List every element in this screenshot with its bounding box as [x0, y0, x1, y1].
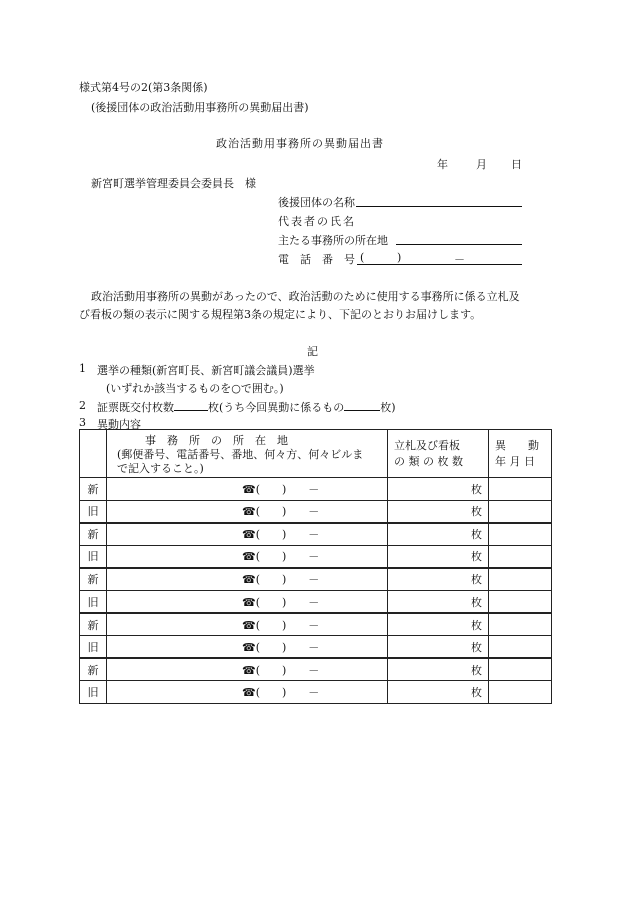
row-type-cell: 新: [80, 478, 107, 501]
row-type-cell: 旧: [80, 500, 107, 523]
row-type-cell: 旧: [80, 636, 107, 659]
row-address-cell[interactable]: [107, 500, 388, 523]
row-type-cell: 新: [80, 658, 107, 681]
ki-heading: 記: [307, 345, 318, 358]
item2-number: 2: [79, 399, 86, 412]
header-count-cell: [388, 430, 489, 478]
row-count-cell[interactable]: 枚: [388, 658, 489, 681]
group-name-line[interactable]: [356, 206, 522, 207]
row-type-cell: 新: [80, 613, 107, 636]
row-phone-template: ☎( ) －: [242, 528, 320, 542]
item2-end: 枚): [380, 401, 396, 414]
item1-note: (いずれか該当するものを○で囲む。): [106, 382, 284, 395]
row-date-cell[interactable]: [489, 568, 552, 591]
row-address-cell[interactable]: [107, 681, 388, 704]
table-header-row: [80, 430, 552, 478]
row-address-cell[interactable]: [107, 613, 388, 636]
office-address-line[interactable]: [396, 244, 522, 245]
form-title: 政治活動用事務所の異動届出書: [216, 137, 384, 150]
item1-number: 1: [79, 362, 86, 375]
row-address-cell[interactable]: [107, 545, 388, 568]
header-date-cell: [489, 430, 552, 478]
header-date-line2: 年 月 日: [495, 454, 535, 468]
row-phone-template: ☎( ) －: [242, 686, 320, 700]
row-type-cell: 新: [80, 523, 107, 546]
row-count-cell[interactable]: 枚: [388, 568, 489, 591]
table-row: [80, 636, 552, 659]
row-date-cell[interactable]: [489, 636, 552, 659]
row-date-cell[interactable]: [489, 613, 552, 636]
form-number: 様式第4号の2(第3条関係): [79, 81, 208, 94]
row-date-cell[interactable]: [489, 523, 552, 546]
office-address-label: 主たる事務所の所在地: [278, 234, 388, 247]
table-row: [80, 500, 552, 523]
table-row: [80, 568, 552, 591]
row-phone-template: ☎( ) －: [242, 482, 320, 496]
header-address-cell: [107, 430, 388, 478]
body-line-1: 政治活動用事務所の異動があったので、政治活動のために使用する事務所に係る立札及: [91, 290, 520, 303]
item2-count-blank[interactable]: [174, 399, 208, 411]
body-line-2: び看板の類の表示に関する規程第3条の規定により、下記のとおりお届けします。: [79, 308, 482, 321]
row-count-cell[interactable]: 枚: [388, 636, 489, 659]
row-phone-template: ☎( ) －: [242, 573, 320, 587]
form-subtitle: (後援団体の政治活動用事務所の異動届出書): [91, 101, 309, 114]
header-address-note1: (郵便番号、電話番号、番地、何々方、何々ビルま: [117, 448, 364, 461]
row-date-cell[interactable]: [489, 478, 552, 501]
header-date-line1: 異 動: [495, 438, 539, 452]
header-count-line1: 立札及び看板: [394, 438, 460, 452]
item2-label: 証票既交付枚数: [97, 401, 174, 414]
row-phone-template: ☎( ) －: [242, 595, 320, 609]
row-date-cell[interactable]: [489, 658, 552, 681]
row-phone-template: ☎( ) －: [242, 550, 320, 564]
item2-change-blank[interactable]: [344, 399, 380, 411]
phone-open: (: [360, 251, 365, 264]
row-date-cell[interactable]: [489, 590, 552, 613]
row-type-cell: 旧: [80, 681, 107, 704]
addressee: 新宮町選挙管理委員会委員長 様: [91, 177, 256, 190]
table-row: [80, 681, 552, 704]
phone-close: ): [397, 251, 402, 264]
header-address-title: 事 務 所 の 所 在 地: [145, 434, 288, 447]
row-phone-template: ☎( ) －: [242, 663, 320, 677]
item1-text: 選挙の種類(新宮町長、新宮町議会議員)選挙: [97, 364, 315, 377]
phone-dash: －: [454, 253, 465, 266]
item2-row: [97, 399, 396, 415]
table-row: [80, 545, 552, 568]
row-count-cell[interactable]: 枚: [388, 681, 489, 704]
table-row: [80, 523, 552, 546]
row-address-cell[interactable]: [107, 523, 388, 546]
rep-name-label: 代表者の氏名: [278, 215, 356, 228]
table-row: [80, 658, 552, 681]
table-row: [80, 613, 552, 636]
table-row: [80, 478, 552, 501]
row-phone-template: ☎( ) －: [242, 505, 320, 519]
row-type-cell: 旧: [80, 590, 107, 613]
row-date-cell[interactable]: [489, 500, 552, 523]
phone-label: 電 話 番 号: [278, 253, 355, 266]
header-count-line2: の 類 の 枚 数: [394, 454, 463, 468]
phone-field[interactable]: [357, 251, 522, 265]
row-address-cell[interactable]: [107, 590, 388, 613]
row-count-cell[interactable]: 枚: [388, 613, 489, 636]
row-count-cell[interactable]: 枚: [388, 545, 489, 568]
item3-number: 3: [79, 416, 86, 429]
row-phone-template: ☎( ) －: [242, 640, 320, 654]
item2-mid: 枚(うち今回異動に係るもの: [208, 401, 345, 414]
row-type-cell: 旧: [80, 545, 107, 568]
date-month: 月: [476, 158, 487, 171]
row-address-cell[interactable]: [107, 658, 388, 681]
group-name-label: 後援団体の名称: [278, 196, 355, 209]
row-count-cell[interactable]: 枚: [388, 523, 489, 546]
date-day: 日: [511, 158, 522, 171]
date-year: 年: [437, 158, 448, 171]
table-row: [80, 590, 552, 613]
row-type-cell: 新: [80, 568, 107, 591]
header-type-cell: [80, 430, 107, 478]
row-address-cell[interactable]: [107, 636, 388, 659]
header-address-note2: で記入すること。): [117, 462, 204, 475]
row-address-cell[interactable]: [107, 478, 388, 501]
row-address-cell[interactable]: [107, 568, 388, 591]
row-count-cell[interactable]: 枚: [388, 478, 489, 501]
row-count-cell[interactable]: 枚: [388, 590, 489, 613]
row-phone-template: ☎( ) －: [242, 618, 320, 632]
row-date-cell[interactable]: [489, 681, 552, 704]
item3-text: 異動内容: [97, 418, 141, 431]
row-count-cell[interactable]: 枚: [388, 500, 489, 523]
change-table: [79, 429, 552, 704]
row-date-cell[interactable]: [489, 545, 552, 568]
